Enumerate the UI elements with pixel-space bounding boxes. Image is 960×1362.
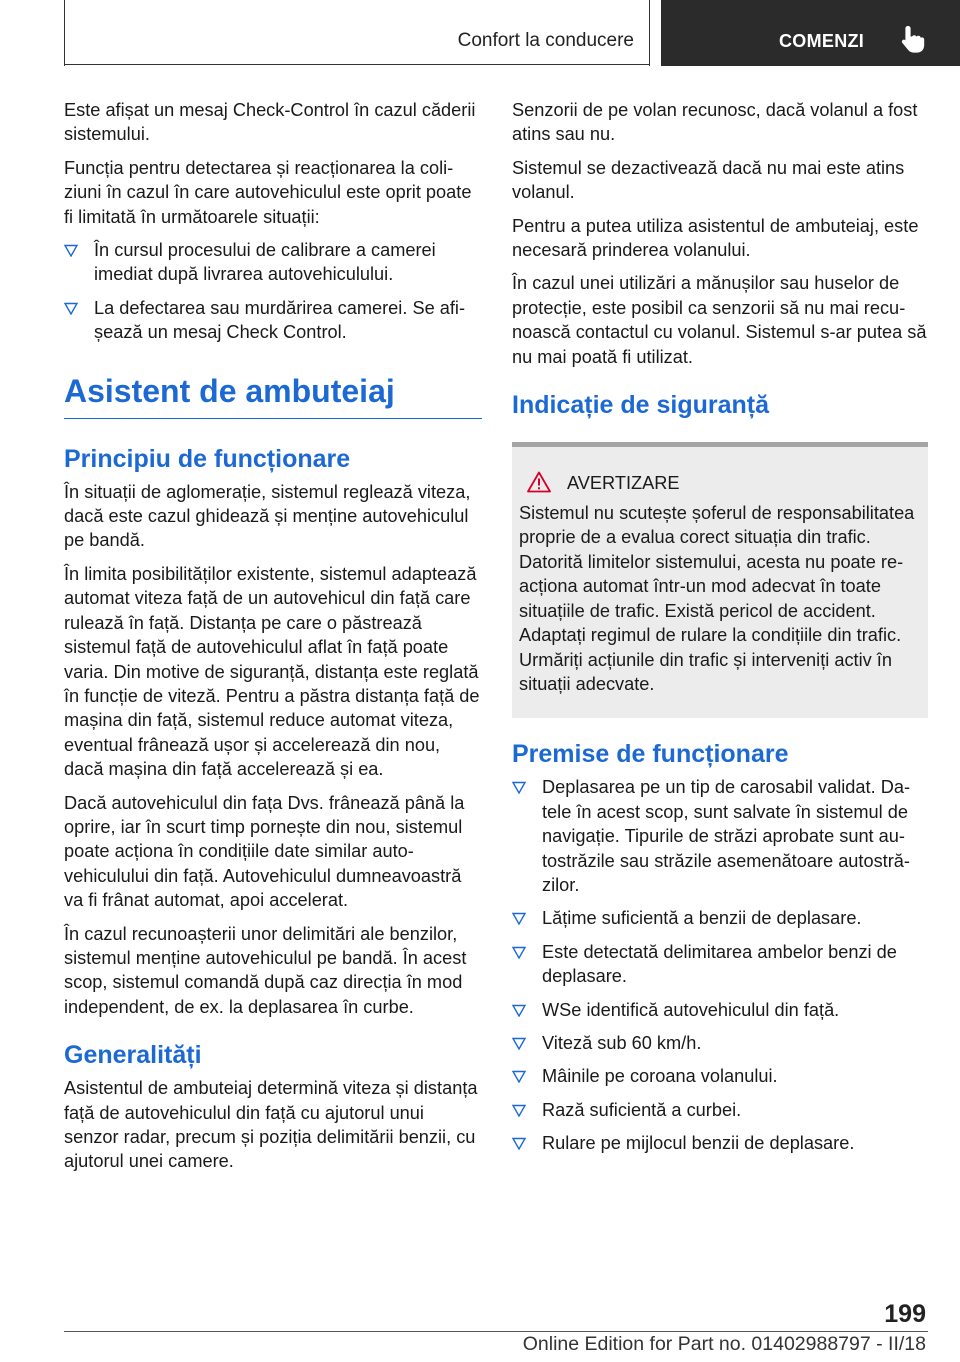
list-item [512,1098,928,1122]
warning-box [512,442,928,718]
footer-rule [64,1331,928,1332]
triangle-bullet-icon [512,1070,526,1083]
warning-triangle-icon [527,471,551,493]
paragraph: Asistentul de ambuteiaj determină viteza și distanța față de autovehiculul din față cu ajutorul unui senzor radar, precum și poziția delimitării benzii, cu ajutorul unei camere. [64,1078,478,1172]
edition-text: Online Edition for Part no. 01402988797 - II/18 [522,1333,926,1355]
list-item [64,238,482,287]
header-rule-bottom [64,64,650,65]
list-item [512,1031,928,1055]
right-column [512,98,928,1165]
section-title: Confort la conducere [457,30,634,51]
chapter-tab[interactable] [661,0,960,66]
list-item [512,1131,928,1155]
section-heading: Premise de funcționare [512,740,789,769]
chapter-tab-label: COMENZI [779,31,865,51]
paragraph: În limita posibilităților existente, sistemul adaptează automat viteza față de un autovehicul din față care rulează în față. Distanța pe care o păstrează sistemul față de autovehiculul aflat în față poate varia. Din motive de siguranță, distanța este reglată în funcție de viteză. Pentru a păstra distanța față de mașina din față, sistemul reduce automat viteza, eventual frânează ușor și accelerează din nou, dacă mașina din față accelerează și ea. [64,563,480,780]
list-item-text: Lățime suficientă a benzii de deplasare. [542,908,862,929]
list-item-text: În cursul procesului de calibrare a camerei imediat după livrarea autovehiculului. [94,240,436,285]
warning-text: Sistemul nu scutește șoferul de responsabilitatea proprie de a evalua corect situația din trafic. Datorită limitelor sistemului, acesta nu poate reacționa automat într-un mod adecvat în toate situațiile de trafic. Există pericol de accident. Adaptați regimul de rulare la condițiile din trafic. Urmăriți acțiunile din trafic și interveniți activ în situații adecvate. [519,503,915,694]
triangle-bullet-icon [64,302,78,315]
bullet-list [512,775,928,1155]
list-item-text: Este detectată delimitarea ambelor benzi de deplasare. [542,941,897,987]
list-item-text: Rulare pe mijlocul benzii de deplasare. [542,1133,855,1154]
paragraph: Pentru a putea utiliza asistentul de ambuteiaj, este necesară prinderea volanului. [512,215,919,261]
paragraph: În situații de aglomerație, sistemul reglează viteza, dacă este cazul ghidează și menține autovehiculul pe bandă. [64,481,471,551]
list-item [512,775,928,897]
paragraph: Funcția pentru detectarea și reacționarea la coliziuni în cazul în care autovehiculul este oprit poate fi limitată în următoarele situații: [64,157,472,227]
triangle-bullet-icon [512,912,526,925]
list-item-text: Deplasarea pe un tip de carosabil validat. Datele în acest scop, sunt salvate în sistemul de navigație. Tipurile de străzi aprobate sunt autostrăzile sau străzile asemenătoare autostrăzilor. [542,777,911,895]
chapter-title: Asistent de ambuteiaj [64,373,482,419]
list-item [512,1064,928,1088]
triangle-bullet-icon [512,1137,526,1150]
paragraph: Este afișat un mesaj Check-Control în cazul căderii sistemului. [64,100,476,145]
list-item [512,998,928,1022]
warning-header [519,471,922,499]
left-column [64,98,482,1183]
paragraph: În cazul unei utilizări a mănușilor sau huselor de protecție, este posibil ca senzorii să nu mai recunoască contactul cu volanul. Sistemul s-ar putea să nu mai poată fi utilizat. [512,273,927,367]
list-item [64,296,482,345]
triangle-bullet-icon [512,1104,526,1117]
triangle-bullet-icon [512,1004,526,1017]
list-item-text: La defectarea sau murdărirea camerei. Se afișează un mesaj Check Control. [94,297,466,343]
page-number: 199 [884,1300,926,1328]
list-item [512,940,928,989]
paragraph: Senzorii de pe volan recunosc, dacă volanul a fost atins sau nu. [512,100,918,145]
triangle-bullet-icon [512,781,526,794]
hand-pointer-icon [899,24,925,54]
triangle-bullet-icon [512,1037,526,1050]
list-item-text: Viteză sub 60 km/h. [542,1032,702,1053]
triangle-bullet-icon [512,946,526,959]
header-rule-left [64,0,65,66]
list-item-text: Rază suficientă a curbei. [542,1099,742,1120]
section-heading: Principiu de funcționare [64,444,351,473]
list-item-text: WSe identifică autovehiculul din față. [542,999,840,1020]
section-heading: Indicație de siguranță [512,391,770,420]
triangle-bullet-icon [64,244,78,257]
list-item [512,906,928,930]
section-heading: Generalități [64,1041,202,1070]
paragraph: În cazul recunoașterii unor delimitări ale benzilor, sistemul menține autovehiculul pe bandă. În acest scop, sistemul comandă după caz direcția în mod independent, de ex. la deplasarea în curbe. [64,923,467,1017]
warning-title: AVERTIZARE [567,473,680,494]
paragraph: Dacă autovehiculul din fața Dvs. frânează până la oprire, iar în scurt timp pornește din nou, sistemul poate acționa în condițiile date similar autovehiculului din față. Autovehiculul dumneavoastră va fi frânat automat, apoi accelerat. [64,792,465,911]
list-item-text: Mâinile pe coroana volanului. [542,1066,778,1087]
header-rule-right [649,0,650,66]
page-header [0,0,960,66]
bullet-list [64,238,482,345]
paragraph: Sistemul se dezactivează dacă nu mai este atins volanul. [512,157,905,203]
